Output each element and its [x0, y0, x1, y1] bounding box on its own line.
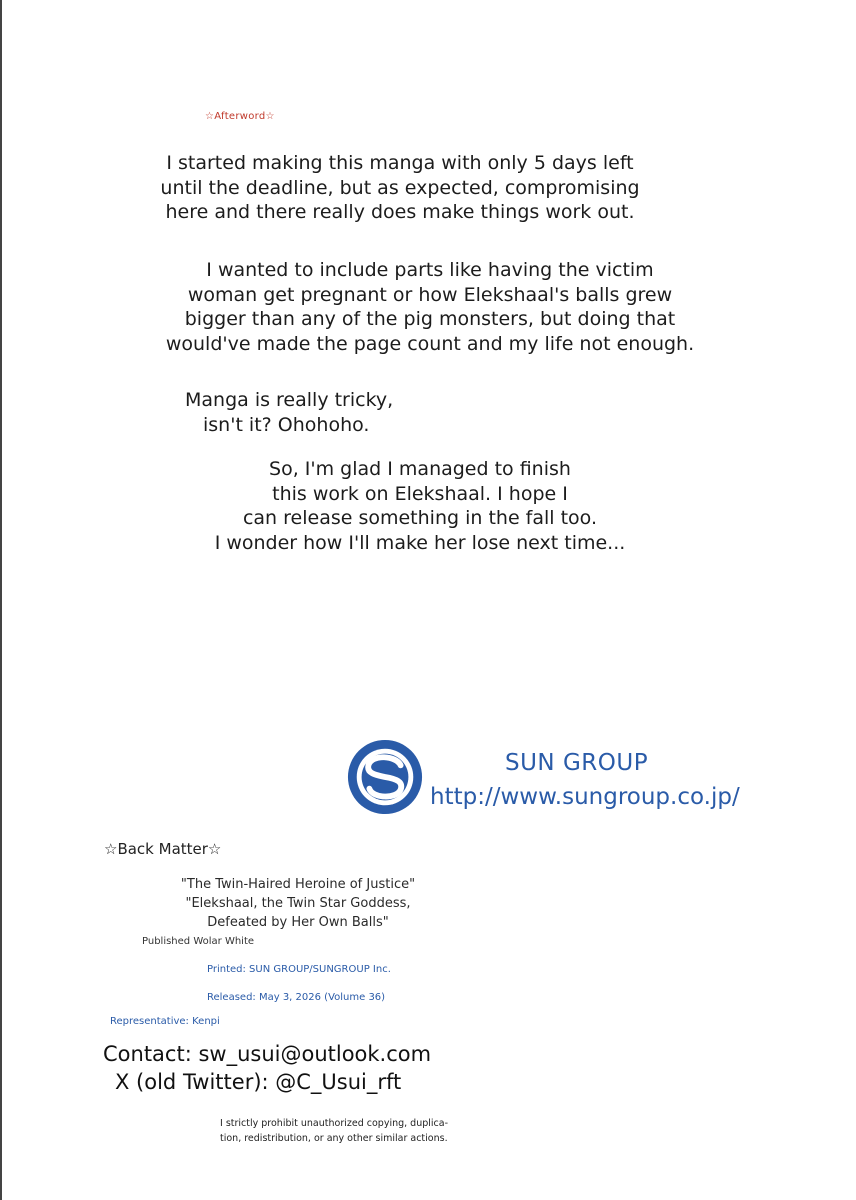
text-line: woman get pregnant or how Elekshaal's balls grew: [187, 283, 673, 306]
text-line: So, I'm glad I managed to finish: [269, 458, 571, 480]
release-date: Released: May 3, 2026 (Volume 36): [207, 992, 386, 1003]
back-matter-heading: ☆Back Matter☆: [104, 840, 222, 858]
text-line: until the deadline, but as expected, compromising: [160, 176, 640, 199]
title-line: "Elekshaal, the Twin Star Goddess,: [185, 896, 411, 911]
text-line: I wonder how I'll make her lose next time...: [214, 531, 626, 554]
afterword-paragraph-2: [150, 258, 710, 356]
text-line: here and there really does make things work out.: [165, 201, 635, 223]
notice-line: I strictly prohibit unauthorized copying, duplica-: [220, 1118, 449, 1129]
afterword-heading: ☆Afterword☆: [205, 111, 275, 122]
sun-group-logo-icon: [346, 738, 424, 816]
colophon-title: [128, 875, 468, 932]
copyright-notice: [220, 1116, 448, 1146]
text-line: I wanted to include parts like having the victim: [206, 259, 654, 281]
text-line: I started making this manga with only 5 days left: [166, 152, 634, 174]
title-line: "The Twin-Haired Heroine of Justice": [180, 877, 416, 892]
afterword-paragraph-3: [185, 388, 393, 437]
text-line: bigger than any of the pig monsters, but doing that: [184, 308, 676, 330]
brand-url-link[interactable]: http://www.sungroup.co.jp/: [430, 784, 740, 810]
text-line: can release something in the fall too.: [242, 507, 598, 529]
representative: Representative: Kenpi: [110, 1016, 220, 1027]
contact-x-handle[interactable]: X (old Twitter): @C_Usui_rft: [115, 1070, 402, 1094]
text-line: would've made the page count and my life not enough.: [165, 332, 695, 355]
afterword-paragraph-4: [150, 457, 690, 555]
text-line: this work on Elekshaal. I hope I: [272, 482, 568, 505]
published-by: Published Wolar White: [142, 936, 255, 947]
afterword-paragraph-1: [150, 151, 650, 225]
contact-email[interactable]: Contact: sw_usui@outlook.com: [103, 1042, 432, 1066]
brand-name: SUN GROUP: [505, 750, 649, 776]
text-line: isn't it? Ohohoho.: [203, 413, 370, 436]
title-line: Defeated by Her Own Balls": [207, 915, 389, 930]
contact-block: [103, 1040, 431, 1096]
page-edge: [0, 0, 2, 1200]
printed-by: Printed: SUN GROUP/SUNGROUP Inc.: [207, 964, 391, 975]
text-line: Manga is really tricky,: [185, 389, 394, 411]
notice-line: tion, redistribution, or any other similar actions.: [220, 1133, 448, 1144]
